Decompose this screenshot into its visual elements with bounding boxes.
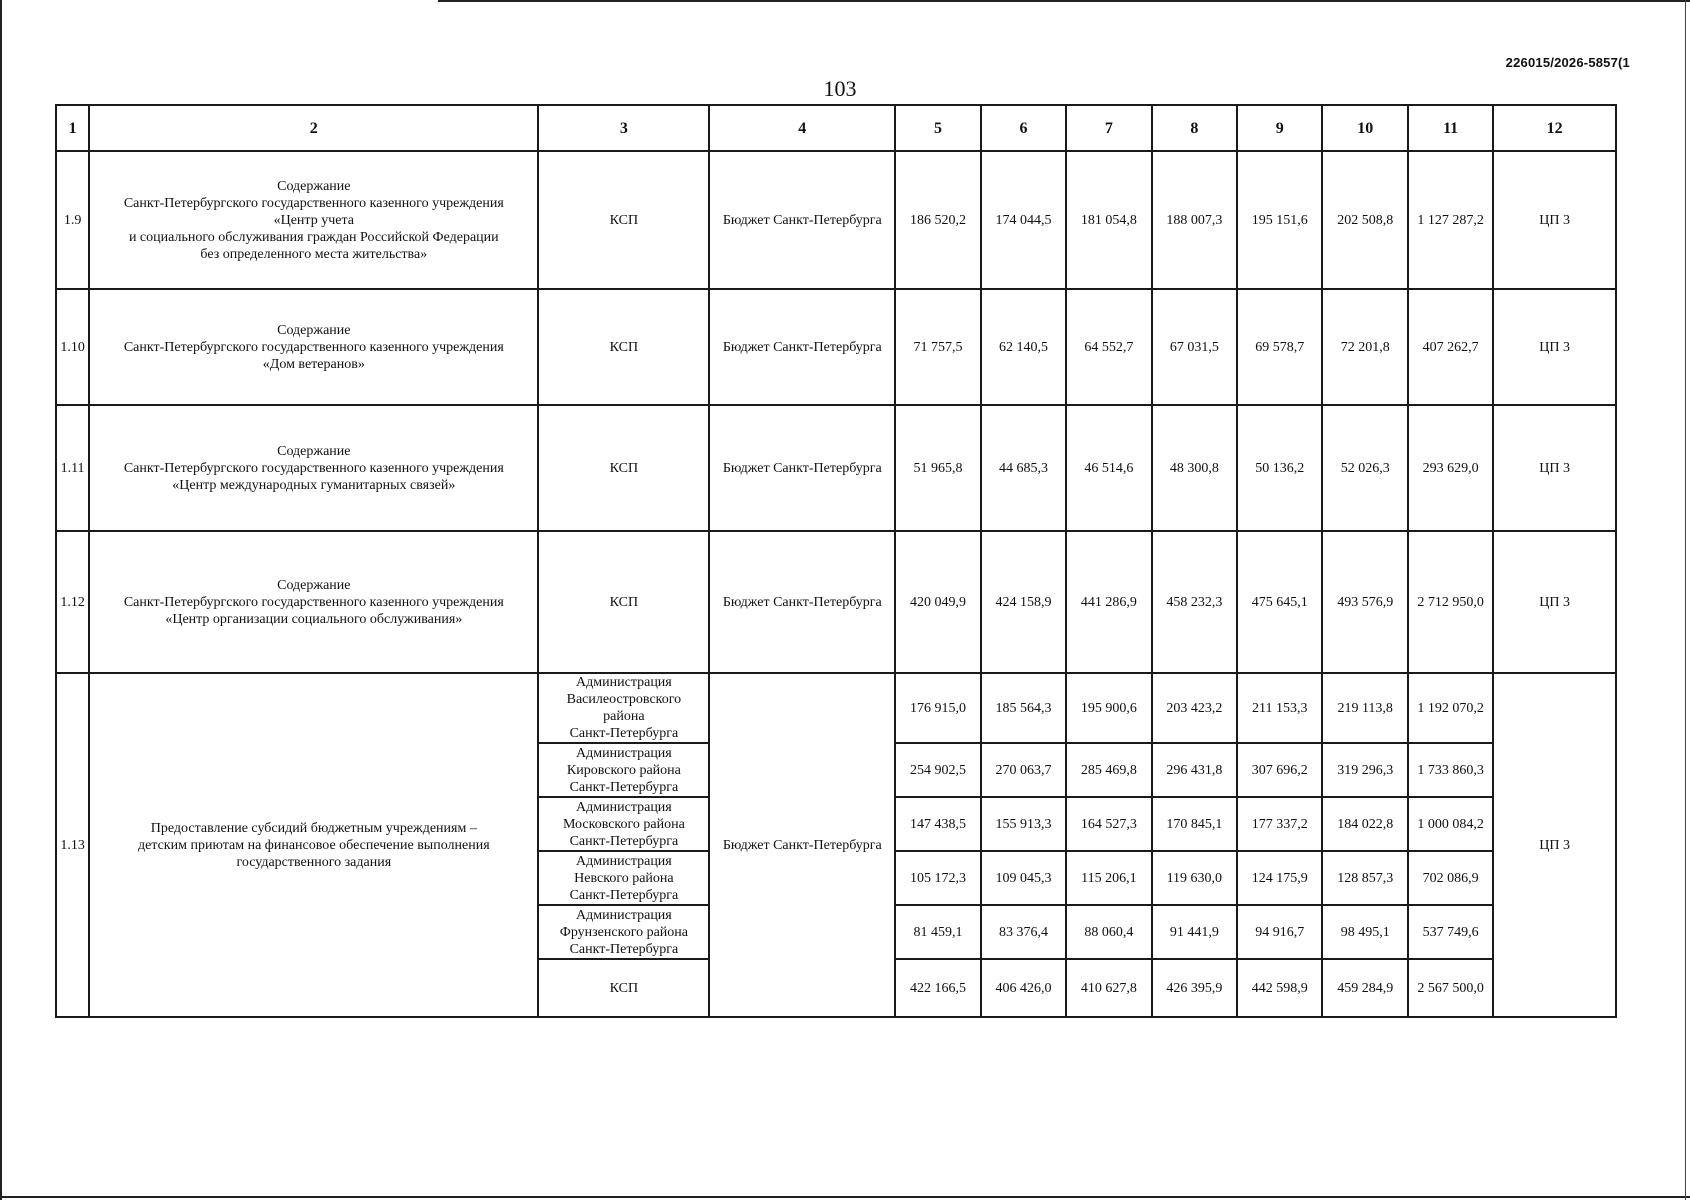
text-line: района xyxy=(603,709,645,724)
row-number: 1.11 xyxy=(56,405,89,531)
text-line: Фрунзенского района xyxy=(559,924,688,940)
activity-name xyxy=(89,531,538,673)
text-line: Администрация xyxy=(576,675,672,690)
header-row xyxy=(56,105,1616,151)
row-number: 1.10 xyxy=(56,289,89,405)
text-line: Администрация xyxy=(576,745,672,761)
value-cell: 537 749,6 xyxy=(1408,905,1493,959)
text-line: «Центр организации социального обслуживания» xyxy=(165,611,463,627)
text-line: и социального обслуживания граждан Российской Федерации xyxy=(128,229,499,245)
header-cell: 7 xyxy=(1066,105,1151,151)
value-cell: 1 192 070,2 xyxy=(1408,673,1493,743)
program-code: ЦП 3 xyxy=(1493,151,1616,289)
table-row xyxy=(56,531,1616,673)
value-cell: 219 113,8 xyxy=(1322,673,1407,743)
value-cell: 702 086,9 xyxy=(1408,851,1493,905)
value-cell: 67 031,5 xyxy=(1152,289,1237,405)
executor-cell: КСП xyxy=(538,405,709,531)
text-line: Предоставление субсидий бюджетным учреждениям – xyxy=(150,820,477,836)
value-cell: 164 527,3 xyxy=(1066,797,1151,851)
value-cell: 147 438,5 xyxy=(895,797,980,851)
text-line: Администрация xyxy=(576,907,672,923)
value-cell: 285 469,8 xyxy=(1066,743,1151,797)
value-cell: 98 495,1 xyxy=(1322,905,1407,959)
program-code: ЦП 3 xyxy=(1493,673,1616,1017)
activity-name xyxy=(89,151,538,289)
value-cell: 115 206,1 xyxy=(1066,851,1151,905)
value-cell: 186 520,2 xyxy=(895,151,980,289)
executor-cell: КСП xyxy=(538,151,709,289)
executor-cell xyxy=(538,851,709,905)
value-cell: 124 175,9 xyxy=(1237,851,1322,905)
funding-source: Бюджет Санкт-Петербурга xyxy=(709,531,895,673)
value-cell: 170 845,1 xyxy=(1152,797,1237,851)
text-line: Санкт-Петербурга xyxy=(569,726,679,741)
value-cell: 254 902,5 xyxy=(895,743,980,797)
value-cell: 202 508,8 xyxy=(1322,151,1407,289)
header-cell: 6 xyxy=(981,105,1066,151)
header-cell: 3 xyxy=(538,105,709,151)
value-cell: 195 151,6 xyxy=(1237,151,1322,289)
value-cell: 2 712 950,0 xyxy=(1408,531,1493,673)
value-cell: 48 300,8 xyxy=(1152,405,1237,531)
value-cell: 459 284,9 xyxy=(1322,959,1407,1017)
text-line: «Дом ветеранов» xyxy=(262,356,365,372)
header-cell: 8 xyxy=(1152,105,1237,151)
value-cell: 105 172,3 xyxy=(895,851,980,905)
value-cell: 442 598,9 xyxy=(1237,959,1322,1017)
program-code: ЦП 3 xyxy=(1493,531,1616,673)
funding-source: Бюджет Санкт-Петербурга xyxy=(709,289,895,405)
value-cell: 293 629,0 xyxy=(1408,405,1493,531)
value-cell: 1 000 084,2 xyxy=(1408,797,1493,851)
text-line: Санкт-Петербурга xyxy=(569,941,679,957)
value-cell: 296 431,8 xyxy=(1152,743,1237,797)
value-cell: 319 296,3 xyxy=(1322,743,1407,797)
activity-name xyxy=(89,405,538,531)
text-line: Санкт-Петербургского государственного казенного учреждения xyxy=(123,460,504,476)
activity-name xyxy=(89,673,538,1017)
page-number: 103 xyxy=(823,76,857,101)
value-cell: 81 459,1 xyxy=(895,905,980,959)
value-cell: 83 376,4 xyxy=(981,905,1066,959)
value-cell: 2 567 500,0 xyxy=(1408,959,1493,1017)
text-line: Содержание xyxy=(277,577,351,593)
value-cell: 71 757,5 xyxy=(895,289,980,405)
executor-cell xyxy=(538,959,709,1017)
program-code: ЦП 3 xyxy=(1493,289,1616,405)
value-cell: 91 441,9 xyxy=(1152,905,1237,959)
value-cell: 155 913,3 xyxy=(981,797,1066,851)
page-border-right xyxy=(1685,0,1686,1200)
program-code: ЦП 3 xyxy=(1493,405,1616,531)
funding-source: Бюджет Санкт-Петербурга xyxy=(709,673,895,1017)
text-line: Санкт-Петербурга xyxy=(569,833,679,849)
value-cell: 64 552,7 xyxy=(1066,289,1151,405)
text-line: Санкт-Петербурга xyxy=(569,887,679,903)
text-line: Московского района xyxy=(562,816,685,832)
budget-table xyxy=(55,104,1617,1018)
value-cell: 406 426,0 xyxy=(981,959,1066,1017)
value-cell: 69 578,7 xyxy=(1237,289,1322,405)
value-cell: 72 201,8 xyxy=(1322,289,1407,405)
text-line: Санкт-Петербурга xyxy=(569,779,679,795)
value-cell: 94 916,7 xyxy=(1237,905,1322,959)
value-cell: 1 127 287,2 xyxy=(1408,151,1493,289)
header-cell: 9 xyxy=(1237,105,1322,151)
funding-source: Бюджет Санкт-Петербурга xyxy=(709,151,895,289)
text-line: детским приютам на финансовое обеспечение выполнения xyxy=(137,837,490,853)
value-cell: 1 733 860,3 xyxy=(1408,743,1493,797)
activity-name xyxy=(89,289,538,405)
page-border-top xyxy=(438,0,1690,2)
value-cell: 424 158,9 xyxy=(981,531,1066,673)
row-number: 1.13 xyxy=(56,673,89,1017)
text-line: «Центр международных гуманитарных связей» xyxy=(172,477,456,493)
text-line: Содержание xyxy=(277,443,351,459)
value-cell: 475 645,1 xyxy=(1237,531,1322,673)
value-cell: 410 627,8 xyxy=(1066,959,1151,1017)
text-line: Администрация xyxy=(576,799,672,815)
header-cell: 5 xyxy=(895,105,980,151)
value-cell: 441 286,9 xyxy=(1066,531,1151,673)
value-cell: 62 140,5 xyxy=(981,289,1066,405)
value-cell: 109 045,3 xyxy=(981,851,1066,905)
header-cell: 10 xyxy=(1322,105,1407,151)
funding-source: Бюджет Санкт-Петербурга xyxy=(709,405,895,531)
text-line: Санкт-Петербургского государственного казенного учреждения xyxy=(123,195,504,211)
executor-cell xyxy=(538,673,709,743)
value-cell: 88 060,4 xyxy=(1066,905,1151,959)
value-cell: 407 262,7 xyxy=(1408,289,1493,405)
text-line: Кировского района xyxy=(566,762,681,778)
text-line: Содержание xyxy=(277,322,351,338)
value-cell: 44 685,3 xyxy=(981,405,1066,531)
value-cell: 493 576,9 xyxy=(1322,531,1407,673)
executor-cell: КСП xyxy=(538,531,709,673)
value-cell: 307 696,2 xyxy=(1237,743,1322,797)
value-cell: 458 232,3 xyxy=(1152,531,1237,673)
value-cell: 177 337,2 xyxy=(1237,797,1322,851)
row-number: 1.12 xyxy=(56,531,89,673)
value-cell: 188 007,3 xyxy=(1152,151,1237,289)
value-cell: 203 423,2 xyxy=(1152,673,1237,743)
value-cell: 181 054,8 xyxy=(1066,151,1151,289)
value-cell: 422 166,5 xyxy=(895,959,980,1017)
value-cell: 119 630,0 xyxy=(1152,851,1237,905)
header-cell: 2 xyxy=(89,105,538,151)
table-row xyxy=(56,405,1616,531)
executor-cell xyxy=(538,743,709,797)
value-cell: 270 063,7 xyxy=(981,743,1066,797)
text-line: Содержание xyxy=(277,178,351,194)
value-cell: 211 153,3 xyxy=(1237,673,1322,743)
value-cell: 51 965,8 xyxy=(895,405,980,531)
page-border-bottom xyxy=(0,1196,1690,1198)
text-line: Санкт-Петербургского государственного казенного учреждения xyxy=(123,594,504,610)
row-number: 1.9 xyxy=(56,151,89,289)
executor-cell xyxy=(538,905,709,959)
value-cell: 420 049,9 xyxy=(895,531,980,673)
value-cell: 174 044,5 xyxy=(981,151,1066,289)
text-line: Администрация xyxy=(576,853,672,869)
value-cell: 50 136,2 xyxy=(1237,405,1322,531)
document-id: 226015/2026-5857(1 xyxy=(1505,55,1630,70)
value-cell: 46 514,6 xyxy=(1066,405,1151,531)
value-cell: 52 026,3 xyxy=(1322,405,1407,531)
header-cell: 12 xyxy=(1493,105,1616,151)
value-cell: 185 564,3 xyxy=(981,673,1066,743)
text-line: Василеостровского xyxy=(566,692,682,707)
text-line: Санкт-Петербургского государственного казенного учреждения xyxy=(123,339,504,355)
text-line: КСП xyxy=(609,980,639,996)
header-cell: 1 xyxy=(56,105,89,151)
value-cell: 426 395,9 xyxy=(1152,959,1237,1017)
text-line: без определенного места жительства» xyxy=(200,246,428,262)
table-row xyxy=(56,289,1616,405)
table-row xyxy=(56,673,1616,743)
value-cell: 184 022,8 xyxy=(1322,797,1407,851)
header-cell: 4 xyxy=(709,105,895,151)
executor-cell: КСП xyxy=(538,289,709,405)
value-cell: 195 900,6 xyxy=(1066,673,1151,743)
text-line: «Центр учета xyxy=(273,212,354,228)
table-row xyxy=(56,151,1616,289)
value-cell: 128 857,3 xyxy=(1322,851,1407,905)
text-line: государственного задания xyxy=(236,854,392,870)
executor-cell xyxy=(538,797,709,851)
header-cell: 11 xyxy=(1408,105,1493,151)
text-line: Невского района xyxy=(574,870,674,886)
page-border-left xyxy=(0,0,2,1200)
value-cell: 176 915,0 xyxy=(895,673,980,743)
